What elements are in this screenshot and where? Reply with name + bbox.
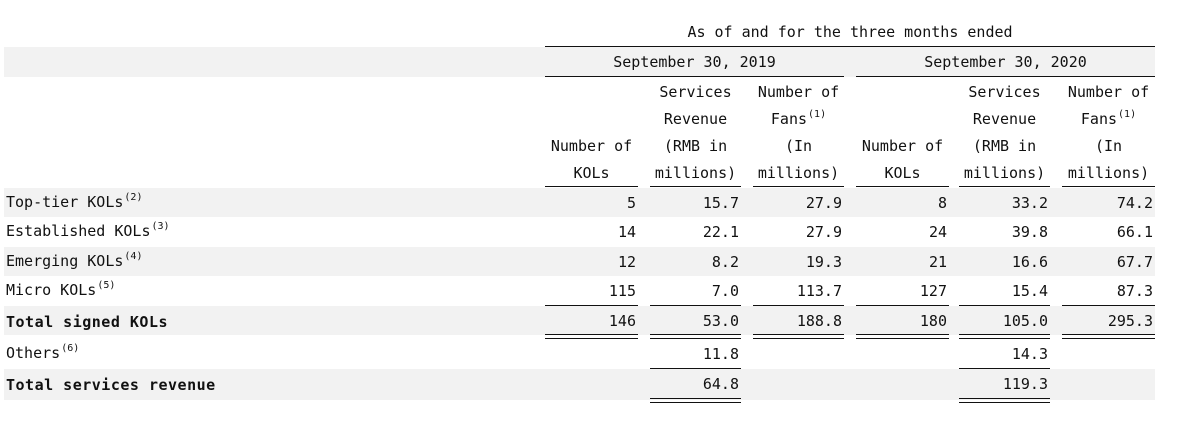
row-label-total-revenue: Total services revenue (6, 376, 216, 394)
col-revenue-2019-line3: (RMB in (663, 137, 728, 155)
total-double-rule (545, 334, 638, 339)
cell: 188.8 (796, 312, 842, 330)
cell: 14 (617, 223, 636, 241)
cell: 19.3 (805, 253, 842, 271)
others-rule (959, 368, 1050, 369)
total-double-rule (650, 334, 741, 339)
cell: 5 (626, 194, 636, 212)
cell: 146 (608, 312, 636, 330)
col-rule (959, 186, 1050, 187)
col-revenue-2019-line4: millions) (654, 164, 737, 182)
cell: 115 (608, 282, 636, 300)
cell: 7.0 (711, 282, 739, 300)
cell: 105.0 (1002, 312, 1048, 330)
cell: 127 (919, 282, 947, 300)
subtotal-rule (545, 305, 638, 306)
col-fans-2019-line3: (In (784, 137, 813, 155)
cell: 14.3 (1011, 345, 1048, 363)
cell: 12 (617, 253, 636, 271)
subtotal-rule (856, 305, 949, 306)
col-revenue-2020-line3: (RMB in (972, 137, 1037, 155)
col-revenue-2019-line1: Services (659, 83, 732, 101)
col-rule (1062, 186, 1155, 187)
cell: 119.3 (1002, 375, 1048, 393)
period-2019-rule (545, 76, 844, 77)
cell: 87.3 (1116, 282, 1153, 300)
cell: 27.9 (805, 223, 842, 241)
subtotal-rule (650, 305, 741, 306)
col-kols-2019-line2: KOLs (573, 164, 610, 182)
col-revenue-2020-line1: Services (968, 83, 1041, 101)
cell: 180 (919, 312, 947, 330)
subtotal-rule (1062, 305, 1155, 306)
cell: 27.9 (805, 194, 842, 212)
total-double-rule (1062, 334, 1155, 339)
subtotal-rule (959, 305, 1050, 306)
col-kols-2020-line2: KOLs (884, 164, 921, 182)
col-fans-2019-line4: millions) (757, 164, 840, 182)
col-revenue-2020-line4: millions) (963, 164, 1046, 182)
grand-total-double-rule (650, 398, 741, 403)
total-double-rule (959, 334, 1050, 339)
col-fans-2020-line3: (In (1094, 137, 1123, 155)
cell: 64.8 (702, 375, 739, 393)
cell: 8.2 (711, 253, 739, 271)
col-fans-2019-line2: Fans$^{(1)}$ (770, 109, 827, 128)
cell: 295.3 (1107, 312, 1153, 330)
col-rule (650, 186, 741, 187)
col-fans-2020-line1: Number of (1067, 83, 1150, 101)
row-label-micro: Micro KOLs$^{(5)}$ (6, 280, 116, 299)
cell: 15.7 (702, 194, 739, 212)
subtotal-rule (753, 305, 844, 306)
cell: 33.2 (1011, 194, 1048, 212)
cell: 21 (928, 253, 947, 271)
period-title-rule (545, 46, 1155, 47)
col-revenue-2019-line2: Revenue (663, 110, 728, 128)
period-title: As of and for the three months ended (687, 23, 1013, 41)
total-double-rule (856, 334, 949, 339)
col-kols-2019-line1: Number of (550, 137, 633, 155)
row-label-others: Others$^{(6)}$ (6, 343, 80, 362)
cell: 16.6 (1011, 253, 1048, 271)
period-2020: September 30, 2020 (924, 53, 1087, 71)
col-kols-2020-line1: Number of (861, 137, 944, 155)
period-2020-rule (856, 76, 1155, 77)
col-fans-2019-line1: Number of (757, 83, 840, 101)
col-rule (856, 186, 949, 187)
cell: 39.8 (1011, 223, 1048, 241)
col-fans-2020-line2: Fans$^{(1)}$ (1080, 109, 1137, 128)
grand-total-double-rule (959, 398, 1050, 403)
cell: 15.4 (1011, 282, 1048, 300)
col-fans-2020-line4: millions) (1067, 164, 1150, 182)
col-rule (753, 186, 844, 187)
cell: 8 (937, 194, 947, 212)
col-revenue-2020-line2: Revenue (972, 110, 1037, 128)
cell: 113.7 (796, 282, 842, 300)
cell: 67.7 (1116, 253, 1153, 271)
row-label-established: Established KOLs$^{(3)}$ (6, 221, 170, 240)
row-label-total-signed: Total signed KOLs (6, 313, 169, 331)
cell: 11.8 (702, 345, 739, 363)
cell: 22.1 (702, 223, 739, 241)
row-label-emerging: Emerging KOLs$^{(4)}$ (6, 251, 143, 270)
cell: 24 (928, 223, 947, 241)
row-label-top-tier: Top-tier KOLs$^{(2)}$ (6, 192, 143, 211)
total-double-rule (753, 334, 844, 339)
cell: 53.0 (702, 312, 739, 330)
cell: 66.1 (1116, 223, 1153, 241)
col-rule (545, 186, 638, 187)
others-rule (650, 368, 741, 369)
period-2019: September 30, 2019 (613, 53, 776, 71)
cell: 74.2 (1116, 194, 1153, 212)
